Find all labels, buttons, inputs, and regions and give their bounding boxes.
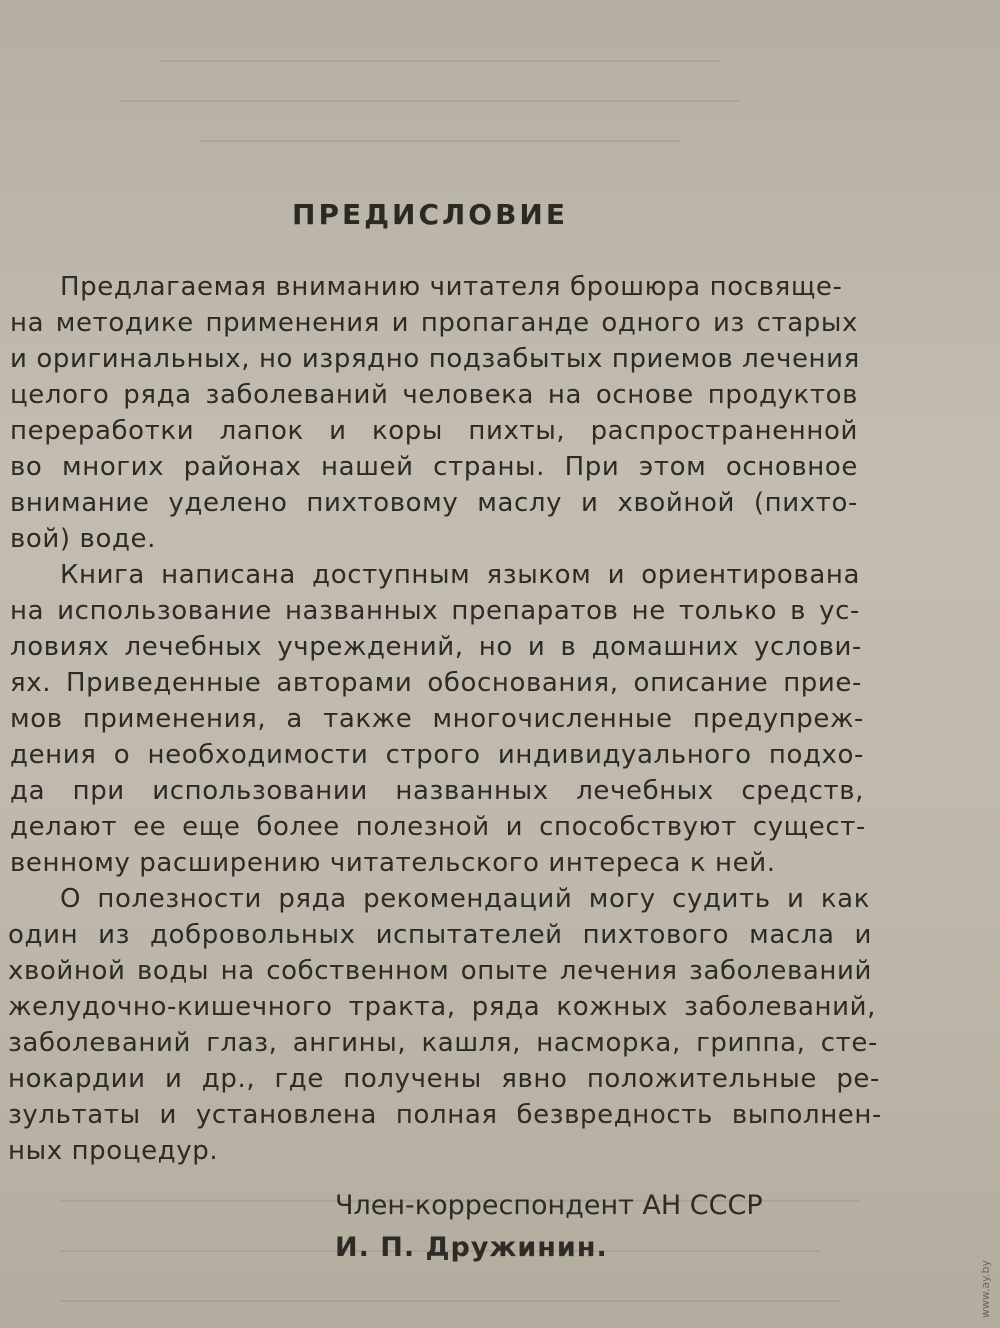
signature-title: Член-корреспондент АН СССР — [335, 1190, 763, 1221]
signature-name: И. П. Дружинин. — [335, 1232, 608, 1263]
text-line: дения о необходимости строго индивидуального подхо- — [10, 740, 864, 770]
text-line: один из добровольных испытателей пихтового масла и — [8, 920, 872, 950]
text-line: да при использовании названных лечебных средств, — [10, 776, 864, 806]
text-line: на методике применения и пропаганде одного из старых — [10, 308, 858, 338]
text-line: и оригинальных, но изрядно подзабытых приемов лечения — [10, 344, 860, 374]
page-title: ПРЕДИСЛОВИЕ — [292, 198, 568, 231]
text-line: венному расширению читательского интереса к ней. — [10, 848, 776, 878]
bleed-through-line — [160, 60, 720, 62]
text-line: нокардии и др., где получены явно положительные ре- — [8, 1064, 880, 1094]
watermark: www.ay.by — [979, 1259, 992, 1318]
text-line: желудочно-кишечного тракта, ряда кожных заболеваний, — [8, 992, 876, 1022]
text-line: вой) воде. — [10, 524, 157, 554]
text-line: целого ряда заболеваний человека на основе продуктов — [10, 380, 858, 410]
text-line: О полезности ряда рекомендаций могу судить и как — [60, 884, 870, 914]
text-line: ловиях лечебных учреждений, но и в домашних услови- — [10, 632, 862, 662]
bleed-through-line — [200, 140, 680, 142]
bleed-through-line — [60, 1300, 840, 1302]
text-line: заболеваний глаз, ангины, кашля, насморка, гриппа, сте- — [8, 1028, 878, 1058]
text-line: мов применения, а также многочисленные предупреж- — [10, 704, 864, 734]
text-line: на использование названных препаратов не только в ус- — [10, 596, 860, 626]
text-line: переработки лапок и коры пихты, распространенной — [10, 416, 858, 446]
text-line: Предлагаемая вниманию читателя брошюра посвяще- — [60, 272, 843, 302]
text-line: ях. Приведенные авторами обоснования, описание прие- — [10, 668, 862, 698]
text-line: зультаты и установлена полная безвредность выполнен- — [8, 1100, 882, 1130]
text-line: делают ее еще более полезной и способствуют сущест- — [10, 812, 866, 842]
text-line: ных процедур. — [8, 1136, 219, 1166]
bleed-through-line — [120, 100, 740, 102]
text-line: внимание уделено пихтовому маслу и хвойной (пихто- — [10, 488, 858, 518]
text-line: Книга написана доступным языком и ориентирована — [60, 560, 860, 590]
text-line: хвойной воды на собственном опыте лечения заболеваний — [8, 956, 872, 986]
text-line: во многих районах нашей страны. При этом основное — [10, 452, 858, 482]
